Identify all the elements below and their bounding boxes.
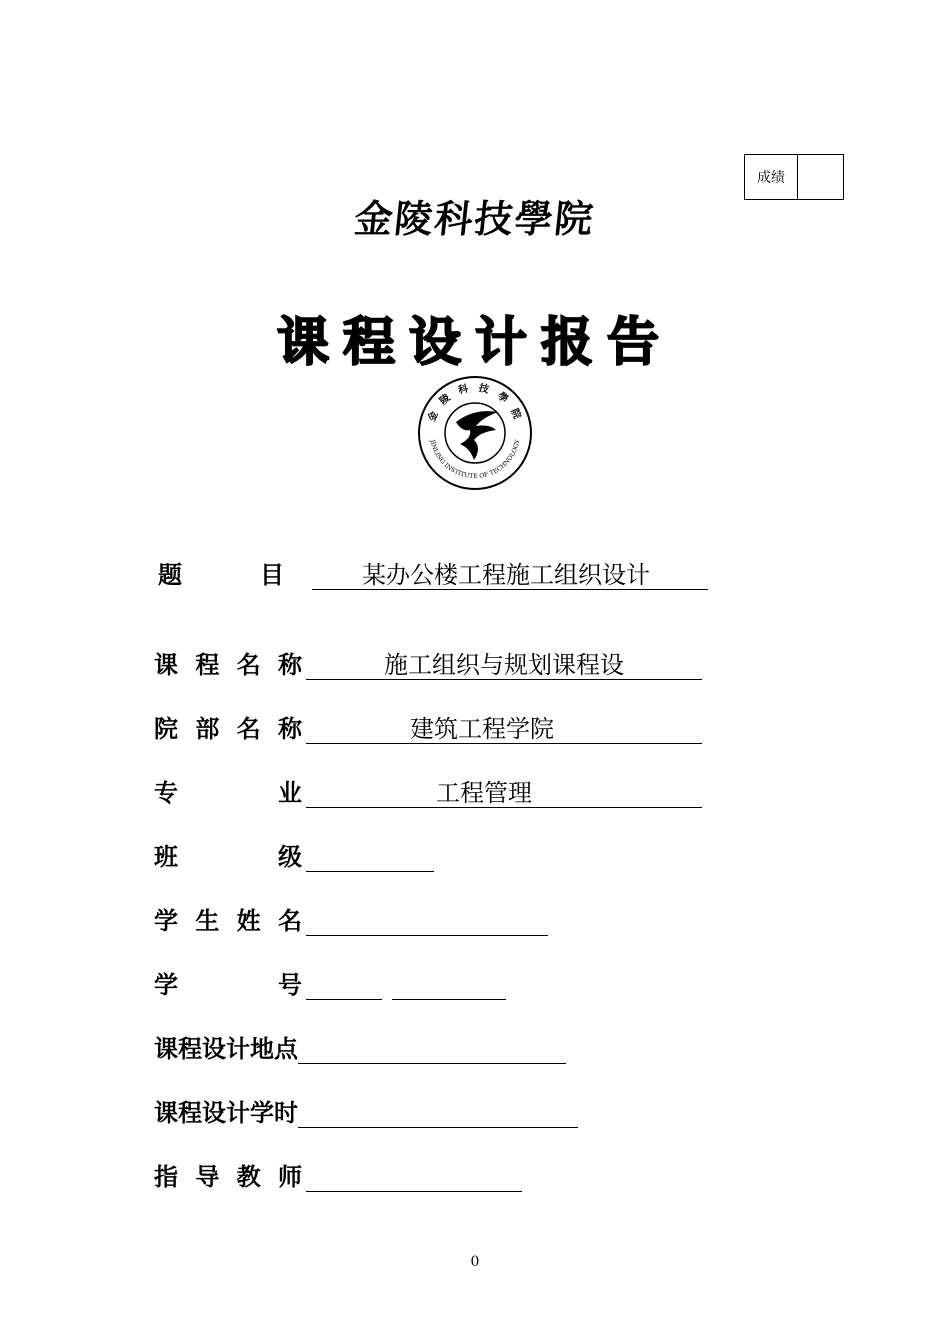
school-name: 金陵科技學院 [352, 196, 598, 241]
department-field[interactable]: 建筑工程学院 [306, 714, 702, 744]
instructor-field[interactable] [306, 1162, 522, 1192]
svg-text:金 陵 科 技 學 院: 金 陵 科 技 學 院 [426, 382, 524, 424]
student-name-field[interactable] [306, 906, 548, 936]
student-id-label: 学 号 [154, 971, 302, 999]
class-label: 班 级 [154, 843, 302, 871]
department-row [154, 710, 702, 744]
location-label: 课程设计地点 [154, 1035, 298, 1063]
major-field[interactable]: 工程管理 [306, 778, 702, 808]
topic-row [158, 556, 708, 590]
instructor-label: 指 导 教 师 [154, 1163, 302, 1191]
svg-text:JINLING INSTITUTE OF TECHNOLOG: JINLING INSTITUTE OF TECHNOLOGY [428, 439, 522, 481]
hours-field[interactable] [298, 1098, 578, 1128]
student-id-field-part1[interactable] [306, 970, 382, 1000]
student-id-field-part2[interactable] [392, 970, 506, 1000]
course-label: 课 程 名 称 [154, 651, 302, 679]
topic-field[interactable]: 某办公楼工程施工组织设计 [312, 560, 708, 590]
student-name-label: 学 生 姓 名 [154, 907, 302, 935]
student-id-row [154, 966, 506, 1000]
school-seal-logo [416, 374, 534, 492]
department-label: 院 部 名 称 [154, 715, 302, 743]
instructor-row [154, 1158, 522, 1192]
course-row [154, 646, 702, 680]
major-label: 专 业 [154, 779, 302, 807]
hours-row [154, 1094, 578, 1128]
hours-label: 课程设计学时 [154, 1099, 298, 1127]
report-title: 课程设计报告 [276, 313, 673, 373]
class-field[interactable] [306, 842, 434, 872]
class-row [154, 838, 434, 872]
student-name-row [154, 902, 548, 936]
grade-label: 成绩 [745, 155, 798, 199]
location-field[interactable] [298, 1034, 566, 1064]
major-row [154, 774, 702, 808]
location-row [154, 1030, 566, 1064]
course-field[interactable]: 施工组织与规划课程设 [306, 650, 702, 680]
topic-label: 题 目 [158, 561, 284, 589]
page-number: 0 [470, 1254, 480, 1270]
